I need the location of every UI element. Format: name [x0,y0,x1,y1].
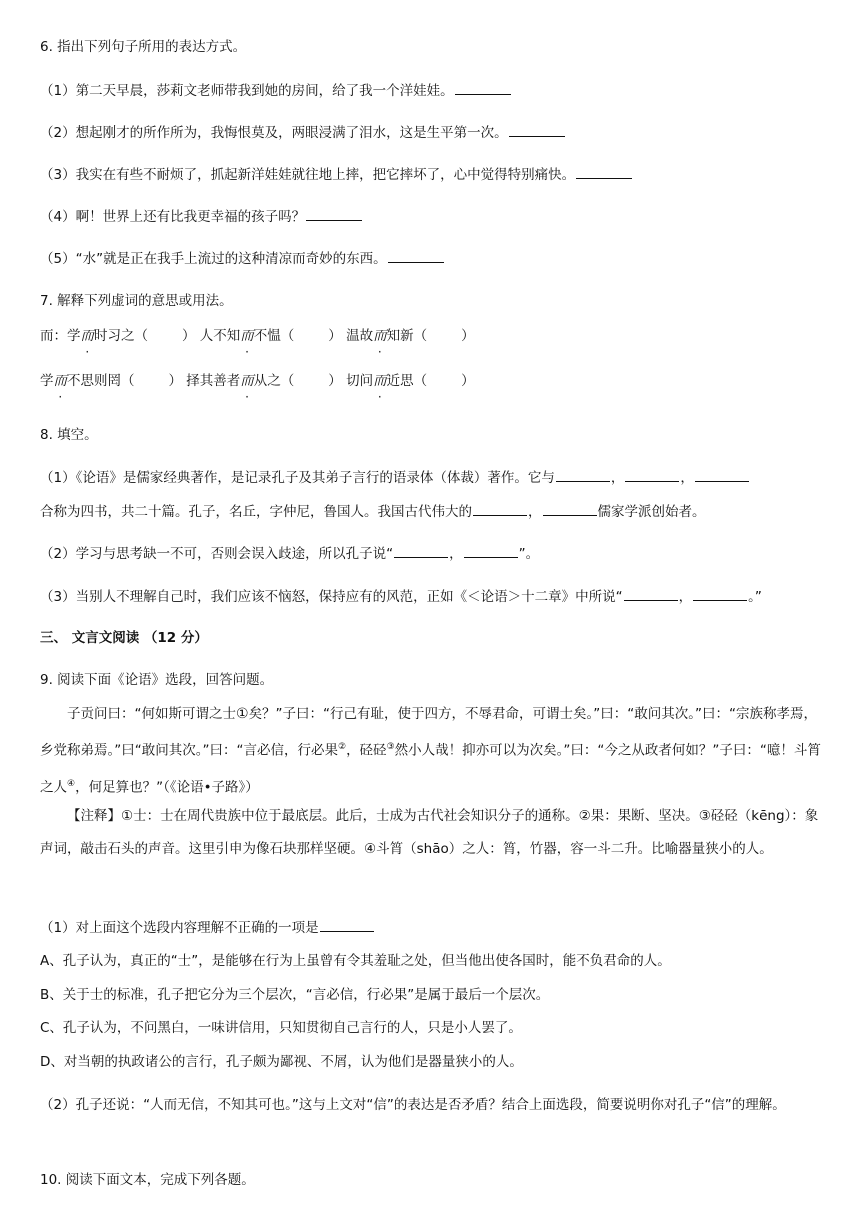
q9-passage-part-3: ，硁硁 [346,742,387,759]
q8-p1-text-a: （1）《论语》是儒家经典著作，是记录孔子及其弟子言行的语录体（体裁）著作。它与 [40,470,555,486]
q6-item-5-text: （5）“水”就是正在我手上流过的这种清凉而奇妙的东西。 [40,251,387,267]
q7-title: 7. 解释下列虚词的意思或用法。 [40,293,233,309]
q9-option-b: B、关于士的标准，孔子把它分为三个层次，“言必信，行必果”是属于最后一个层次。 [40,987,550,1003]
q8-p3-text-b: 。” [748,589,762,605]
q8-comma-1: ， [610,470,625,486]
q8-blank-7[interactable] [464,543,518,558]
q8-p1-text-b: 合称为四书，共二十篇。孔子，名丘，字仲尼，鲁国人。我国古代伟大的 [40,504,472,520]
q9-note-marker-1: ① [236,706,249,722]
q8-comma-5: ， [678,589,693,605]
q7-r1-b-pre: 人不知 [199,328,241,344]
q6-item-4-text: （4）啊！世界上还有比我更幸福的孩子吗？ [40,209,306,225]
section-3-heading: 三、 文言文阅读 （12 分） [40,630,208,646]
q6-answer-blank-5[interactable] [388,248,444,263]
q7-r1-a-close: ） [182,328,196,344]
q7-r2-c-pre: 切问 [346,373,374,389]
q8-p2-text-b: ”。 [518,546,540,562]
q6-answer-blank-2[interactable] [509,122,565,137]
q6-item-2 [40,122,828,143]
q9-sub1 [40,917,828,938]
q9-option-d: D、对当朝的执政诸公的言行，孔子颇为鄙视、不屑，认为他们是器量狭小的人。 [40,1054,523,1070]
q9-passage-part-1: 子贡问曰：“何如斯可谓之士 [67,706,236,722]
q7-r1-c-post: 知新（ [386,328,428,344]
q9-sub1-text: （1）对上面这个选段内容理解不正确的一项是 [40,920,319,936]
q7-r1-b-post: 不愠（ [253,328,295,344]
q7-r2-a-pre: 学 [40,373,54,389]
q8-blank-1[interactable] [556,467,610,482]
q6-item-1 [40,80,828,101]
q7-r1-c-er: 而 [373,328,387,344]
q8-p1-line-2 [40,501,828,522]
q7-r1-c-close: ） [461,328,475,344]
q7-r2-a-close: ） [168,373,182,389]
q9-note-marker-2: ② [337,742,347,752]
q7-r2-c-post: 近思（ [386,373,428,389]
q8-p2-text-a: （2）学习与思考缺一不可，否则会误入歧途，所以孔子说“ [40,546,394,562]
q7-r1-a-post: 时习之（ [94,328,148,344]
q7-r2-b-er: 而 [240,373,254,389]
q6-item-4 [40,206,828,227]
q9-title: 9. 阅读下面《论语》选段，回答问题。 [40,672,274,688]
q8-comma-3: ， [528,504,542,520]
q7-r1-b-er: 而 [240,328,254,344]
q9-option-c: C、孔子认为，不问黑白，一味讲信用，只知贯彻自己言行的人，只是小人罢了。 [40,1020,522,1036]
q7-row-2 [40,371,828,391]
q9-notes-text: ①士：士在周代贵族中位于最底层。此后，士成为古代社会知识分子的通称。②果：果断、坚决。③硁硁（kēng）：象声词，敲击石头的声音。这里引申为像石块那样坚硬。④斗筲（shāo）之人：筲，竹器，容一斗二升。比喻器量狭小的人。 [40,808,819,857]
q8-blank-3[interactable] [695,467,749,482]
q9-notes [40,800,828,866]
q9-note-marker-3: ③ [386,742,395,752]
q8-blank-4[interactable] [473,501,527,516]
q6-item-3 [40,164,828,185]
q7-r1-c-pre: 温故 [346,328,374,344]
q9-passage-part-4: 然小人哉！抑亦可以为次矣。”曰：“今之从政者何如？”子曰：“噫！斗筲之人 [40,742,821,795]
q8-blank-5[interactable] [543,501,597,516]
q6-item-3-text: （3）我实在有些不耐烦了，抓起新洋娃娃就往地上摔，把它摔坏了，心中觉得特别痛快。 [40,167,576,183]
q8-p1-text-c: 儒家学派创始者。 [597,504,706,520]
q9-option-a: A、孔子认为，真正的“士”，是能够在行为上虽曾有令其羞耻之处，但当他出使各国时，能不负君命的人。 [40,953,671,969]
q9-sub1-answer-blank[interactable] [320,917,374,932]
q8-p3-text-a: （3）当别人不理解自己时，我们应该不恼怒，保持应有的风范，正如《＜论语＞十二章》中所说“ [40,589,623,605]
q7-r1-b-close: ） [328,328,342,344]
q8-comma-2: ， [680,470,694,486]
q6-item-2-text: （2）想起刚才的所作所为，我悔恨莫及，两眼浸满了泪水，这是生平第一次。 [40,125,508,141]
q8-p3 [40,586,828,607]
q7-r2-b-pre: 择其善者 [186,373,241,389]
q8-blank-8[interactable] [624,586,678,601]
q9-sub2: （2）孔子还说：“人而无信，不知其可也。”这与上文对“信”的表达是否矛盾？结合上面选段，简要说明你对孔子“信”的理解。 [40,1097,786,1113]
q8-blank-2[interactable] [625,467,679,482]
q7-r1-a-pre: 学 [67,328,81,344]
q8-blank-6[interactable] [394,543,448,558]
q7-r2-c-er: 而 [373,373,387,389]
q6-answer-blank-4[interactable] [306,206,362,221]
q7-r2-c-close: ） [461,373,475,389]
q6-answer-blank-3[interactable] [576,164,632,179]
q7-r2-b-post: 从之（ [253,373,295,389]
q7-row-1 [40,326,828,346]
q10-title: 10. 阅读下面文本，完成下列各题。 [40,1172,255,1188]
q7-r2-a-er: 而 [53,373,67,389]
q8-blank-9[interactable] [693,586,747,601]
q7-r2-a-post: 不思则罔（ [67,373,135,389]
q8-comma-4: ， [449,546,463,562]
q7-lead: 而： [40,328,67,344]
q8-title: 8. 填空。 [40,427,98,443]
q6-answer-blank-1[interactable] [455,80,511,95]
q6-title: 6. 指出下列句子所用的表达方式。 [40,39,247,55]
q9-notes-label: 【注释】 [67,808,121,824]
q9-passage [40,698,828,804]
q7-r2-b-close: ） [328,373,342,389]
q6-item-1-text: （1）第二天早晨，莎莉文老师带我到她的房间，给了我一个洋娃娃。 [40,83,454,99]
q9-passage-part-5: ，何足算也？”（《论语•子路》） [75,779,259,795]
q7-r1-a-er: 而 [80,328,94,344]
q8-p2 [40,543,828,564]
q8-p1-line-1 [40,467,828,488]
q6-item-5 [40,248,828,269]
q9-passage-part-2: 矣？”子曰：“行己有耻，使于四方，不辱君命，可谓士矣。”曰：“敢问其次。”曰：“宗族称孝焉，乡党称弟焉。”曰“敢问其次。”曰：“言必信，行必果 [40,706,818,759]
q9-note-marker-4: ④ [67,778,76,789]
